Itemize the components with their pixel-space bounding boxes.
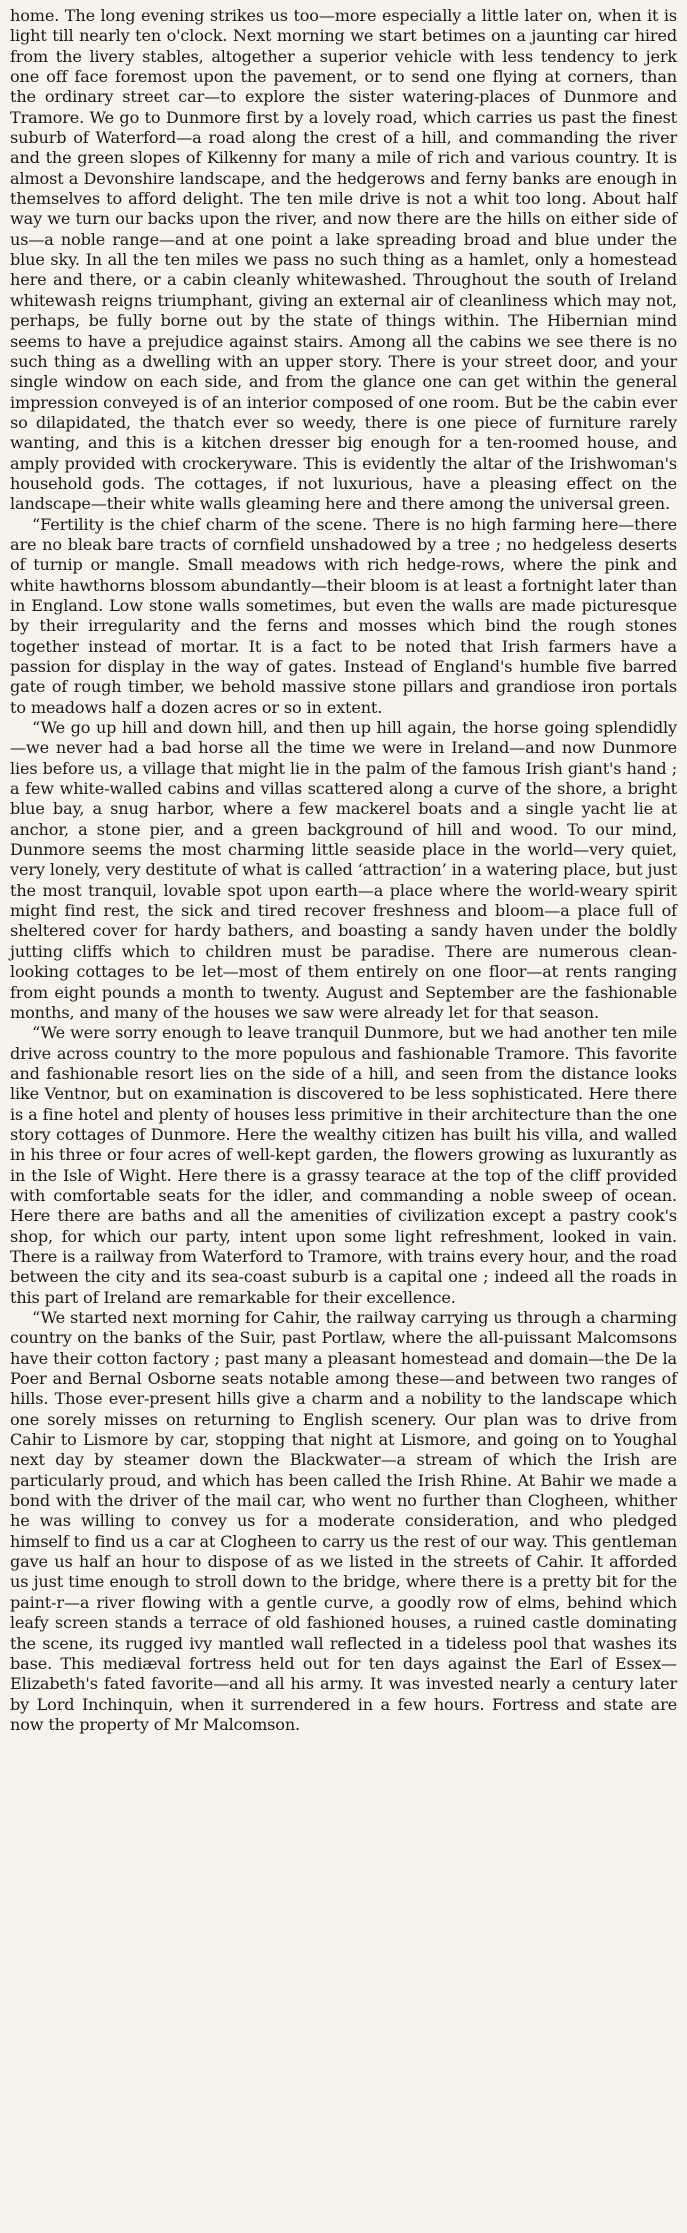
article-column bbox=[10, 6, 677, 1735]
paragraph-waterford-drive: home. The long evening strikes us too—more especially a little later on, when it is light till nearly ten o'clock. Next morning we start betimes on a jaunting car hired from the livery stables, altogether a superior vehicle with less tendency to jerk one off face foremost upon the pavement, or to send one flying at corners, than the ordinary street car—to explore the sister watering-places of Dunmore and Tramore. We go to Dunmore first by a lovely road, which carries us past the finest suburb of Waterford—a road along the crest of a hill, and commanding the river and the green slopes of Kilkenny for many a mile of rich and various country. It is almost a Devonshire landscape, and the hedgerows and ferny banks are enough in themselves to afford delight. The ten mile drive is not a whit too long. About half way we turn our backs upon the river, and now there are the hills on either side of us—a noble range—and at one point a lake spreading broad and blue under the blue sky. In all the ten miles we pass no such thing as a hamlet, only a homestead here and there, or a cabin cleanly whitewashed. Throughout the south of Ireland whitewash reigns triumphant, giving an external air of cleanliness which may not, perhaps, be fully borne out by the state of things within. The Hibernian mind seems to have a prejudice against stairs. Among all the cabins we see there is no such thing as a dwelling with an upper story. There is your street door, and your single window on each side, and from the glance one can get within the general impression conveyed is of an interior composed of one room. But be the cabin ever so dilapidated, the thatch ever so weedy, there is one piece of furniture rarely wanting, and this is a kitchen dresser big enough for a ten-roomed house, and amply provided with crockeryware. This is evidently the altar of the Irishwoman's household gods. The cottages, if not luxurious, have a pleasing effect on the landscape—their white walls gleaming here and there among the universal green. bbox=[10, 6, 677, 514]
paragraph-fertility: “Fertility is the chief charm of the scene. There is no high farming here—there are no bleak bare tracts of cornfield unshadowed by a tree ; no hedgeless deserts of turnip or mangle. Small meadows with rich hedge-rows, where the pink and white hawthorns blossom abundantly—their bloom is at least a fortnight later than in England. Low stone walls sometimes, but even the walls are made picturesque by their irregularity and the ferns and mosses which bind the rough stones together instead of mortar. It is a fact to be noted that Irish farmers have a passion for display in the way of gates. Instead of England's humble five barred gate of rough timber, we behold massive stone pillars and grandiose iron portals to meadows half a dozen acres or so in extent. bbox=[10, 514, 677, 717]
paragraph-tramore: “We were sorry enough to leave tranquil Dunmore, but we had another ten mile drive across country to the more populous and fashionable Tramore. This favorite and fashionable resort lies on the side of a hill, and seen from the distance looks like Ventnor, but on examination is discovered to be less sophisticated. Here there is a fine hotel and plenty of houses less primitive in their architecture than the one story cottages of Dunmore. Here the wealthy citizen has built his villa, and walled in his three or four acres of well-kept garden, the flowers growing as luxurantly as in the Isle of Wight. Here there is a grassy tearace at the top of the cliff provided with comfortable seats for the idler, and commanding a noble sweep of ocean. Here there are baths and all the amenities of civilization except a pastry cook's shop, for which our party, intent upon some light refreshment, looked in vain. There is a railway from Waterford to Tramore, with trains every hour, and the road between the city and its sea-coast suburb is a capital one ; indeed all the roads in this part of Ireland are remarkable for their excellence. bbox=[10, 1023, 677, 1307]
paragraph-cahir: “We started next morning for Cahir, the railway carrying us through a charming country on the banks of the Suir, past Portlaw, where the all-puissant Malcomsons have their cotton factory ; past many a pleasant homestead and domain—the De la Poer and Bernal Osborne seats notable among these—and between two ranges of hills. Those ever-present hills give a charm and a nobility to the landscape which one sorely misses on returning to English scenery. Our plan was to drive from Cahir to Lismore by car, stopping that night at Lismore, and going on to Youghal next day by steamer down the Blackwater—a stream of which the Irish are particularly proud, and which has been called the Irish Rhine. At Bahir we made a bond with the driver of the mail car, who went no further than Clogheen, whither he was willing to convey us for a moderate consideration, and who pledged himself to find us a car at Clogheen to carry us the rest of our way. This gentleman gave us half an hour to dispose of as we listed in the streets of Cahir. It afforded us just time enough to stroll down to the bridge, where there is a pretty bit for the paint-r—a river flowing with a gentle curve, a goodly row of elms, behind which leafy screen stands a terrace of old fashioned houses, a ruined castle dominating the scene, its rugged ivy mantled wall reflected in a tideless pool that washes its base. This mediæval fortress held out for ten days against the Earl of Essex—Elizabeth's fated favorite—and all his army. It was invested nearly a century later by Lord Inchinquin, when it surrendered in a few hours. Fortress and state are now the property of Mr Malcomson. bbox=[10, 1308, 677, 1734]
paragraph-dunmore: “We go up hill and down hill, and then up hill again, the horse going splendidly—we never had a bad horse all the time we were in Ireland—and now Dunmore lies before us, a village that might lie in the palm of the famous Irish giant's hand ; a few white-walled cabins and villas scattered along a curve of the shore, a bright blue bay, a snug harbor, where a few mackerel boats and a single yacht lie at anchor, a stone pier, and a green background of hill and wood. To our mind, Dunmore seems the most charming little seaside place in the world—very quiet, very lonely, very destitute of what is called ‘attraction’ in a watering place, but just the most tranquil, lovable spot upon earth—a place where the world-weary spirit might find rest, the sick and tired recover freshness and bloom—a place full of sheltered cover for hardy bathers, and boasting a sandy haven under the boldly jutting cliffs which to children must be paradise. There are numerous clean-looking cottages to be let—most of them entirely on one floor—at rents ranging from eight pounds a month to twenty. August and September are the fashionable months, and many of the houses we saw were already let for that season. bbox=[10, 718, 677, 1022]
